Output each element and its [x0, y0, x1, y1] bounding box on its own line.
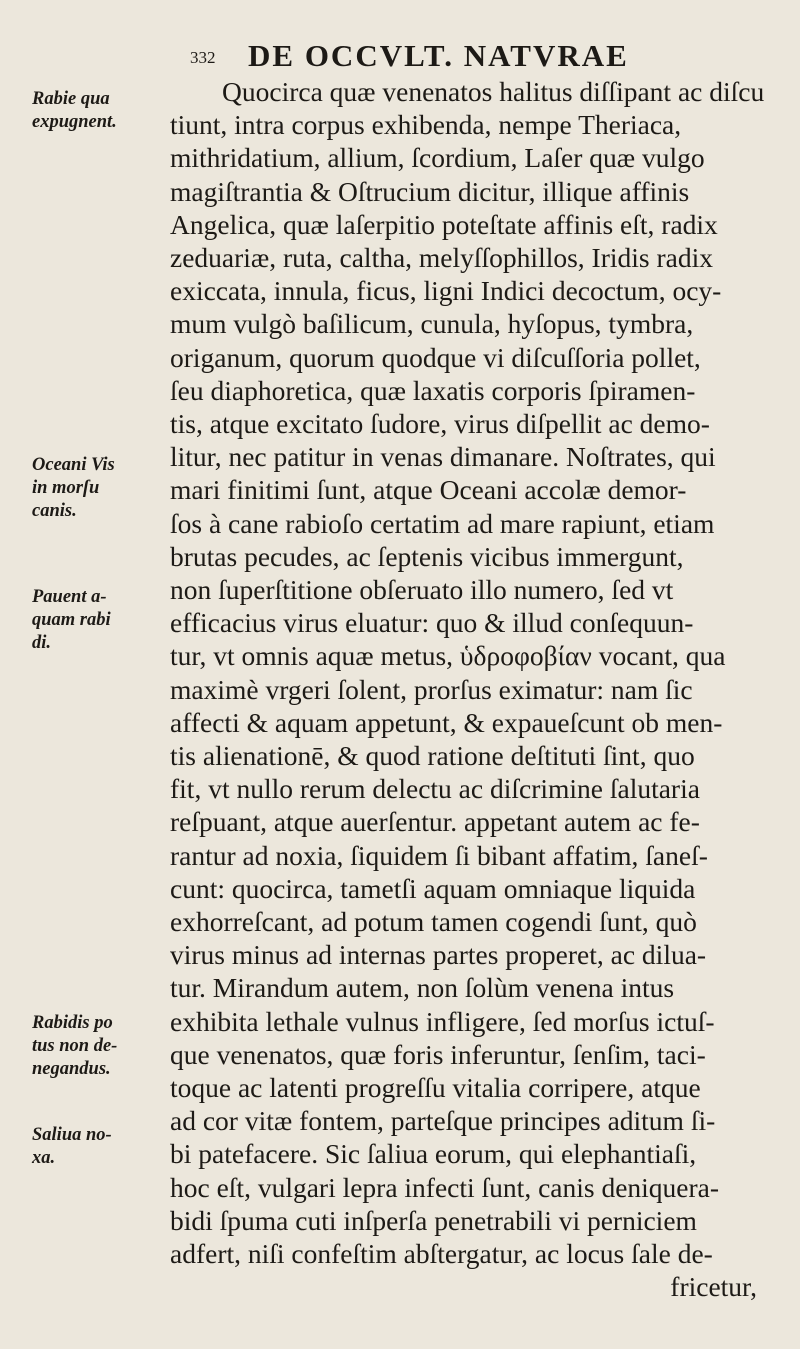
margin-note-line: Pauent a-: [32, 587, 107, 607]
text-line: bidi ſpuma cuti inſperſa penetrabili vi perniciem: [170, 1204, 697, 1236]
text-line: origanum, quorum quodque vi diſcuſſoria pollet,: [170, 341, 701, 373]
text-line: maximè vrgeri ſolent, prorſus eximatur: nam ſic: [170, 673, 693, 705]
running-title: DE OCCVLT. NATVRAE: [248, 38, 629, 73]
text-line: fricetur,: [670, 1271, 757, 1303]
text-line: toque ac latenti progreſſu vitalia corripere, atque: [170, 1072, 701, 1103]
text-line: magiſtrantia & Oſtrucium dicitur, illique affinis: [170, 175, 690, 207]
text-line: tis, atque excitato ſudore, virus diſpellit ac demo-: [170, 408, 710, 439]
text-line: bi patefacere. Sic ſaliua eorum, qui elephantiaſi,: [170, 1138, 697, 1170]
text-line: virus minus ad internas partes properet, ac dilua-: [170, 939, 707, 971]
text-line: ſeu diaphoretica, quæ laxatis corporis ſpiramen-: [170, 374, 696, 406]
text-line: zeduariæ, ruta, caltha, melyſſophillos, Iridis radix: [170, 242, 713, 273]
text-line: cunt: quocirca, tametſi aquam omniaque liquida: [170, 872, 696, 904]
text-line: exiccata, innula, ficus, ligni Indici decoctum, ocy-: [170, 275, 722, 307]
text-line: tur, vt omnis aquæ metus, ὑδροφοβίαν vocant, qua: [170, 640, 726, 672]
text-line: mithridatium, allium, ſcordium, Laſer quæ vulgo: [170, 142, 705, 174]
text-line: exhibita lethale vulnus infligere, ſed morſus ictuſ-: [170, 1005, 715, 1037]
text-line: exhorreſcant, ad potum tamen cogendi ſunt, quò: [170, 906, 697, 937]
text-line: mari finitimi ſunt, atque Oceani accolæ demor-: [170, 474, 687, 506]
page-number: 332: [190, 48, 216, 67]
text-line: efficacius virus eluatur: quo & illud conſequun-: [170, 607, 694, 639]
margin-note: [32, 586, 182, 655]
margin-note-line: in morſu: [32, 478, 100, 498]
margin-note-line: canis.: [32, 501, 77, 521]
margin-note: [32, 1012, 182, 1081]
margin-note-line: quam rabi: [32, 610, 111, 630]
text-line: non ſuperſtitione obſeruato illo numero, ſed vt: [170, 574, 674, 605]
text-line: que venenatos, quæ foris inferuntur, ſenſim, taci-: [170, 1038, 706, 1070]
text-line: affecti & aquam appetunt, & expaueſcunt ob men-: [170, 706, 723, 738]
text-line: ad cor vitæ fontem, parteſque principes aditum ſi-: [170, 1105, 716, 1137]
margin-note-line: tus non de-: [32, 1036, 118, 1056]
margin-note: [32, 454, 182, 523]
margin-note-line: Rabie qua: [32, 89, 110, 109]
text-line: litur, nec patitur in venas dimanare. Noſtrates, qui: [170, 441, 716, 473]
text-line: brutas pecudes, ac ſeptenis vicibus immergunt,: [170, 540, 684, 572]
margin-note-line: Rabidis po: [32, 1013, 113, 1033]
text-line: hoc eſt, vulgari lepra infecti ſunt, canis deniquera-: [170, 1171, 720, 1203]
text-line: tis alienationē, & quod ratione deſtituti ſint, quo: [170, 740, 695, 771]
margin-note: [32, 88, 182, 134]
text-line: tiunt, intra corpus exhibenda, nempe Theriaca,: [170, 109, 682, 141]
margin-note-line: Oceani Vis: [32, 455, 115, 475]
text-line: rantur ad noxia, ſiquidem ſi bibant affatim, ſaneſ-: [170, 839, 708, 871]
margin-note-line: di.: [32, 633, 52, 653]
text-line: ſos à cane rabioſo certatim ad mare rapiunt, etiam: [170, 507, 715, 539]
margin-note-line: xa.: [32, 1148, 56, 1168]
text-line: mum vulgò baſilicum, cunula, hyſopus, tymbra,: [170, 308, 694, 340]
text-line: Quocirca quæ venenatos halitus diſſipant ac diſcu: [222, 76, 765, 107]
margin-note-line: Saliua no-: [32, 1125, 112, 1145]
text-line: adfert, niſi confeſtim abſtergatur, ac locus ſale de-: [170, 1238, 713, 1269]
text-line: tur. Mirandum autem, non ſolùm venena intus: [170, 972, 675, 1004]
text-line: Angelica, quæ laſerpitio poteſtate affinis eſt, radix: [170, 208, 718, 240]
text-line: fit, vt nullo rerum delectu ac diſcrimine ſalutaria: [170, 773, 700, 805]
margin-note-line: negandus.: [32, 1059, 111, 1079]
margin-note-line: expugnent.: [32, 112, 117, 132]
running-header: [190, 38, 750, 78]
margin-note: [32, 1124, 182, 1170]
text-line: reſpuant, atque auerſentur. appetant autem ac fe-: [170, 806, 700, 838]
